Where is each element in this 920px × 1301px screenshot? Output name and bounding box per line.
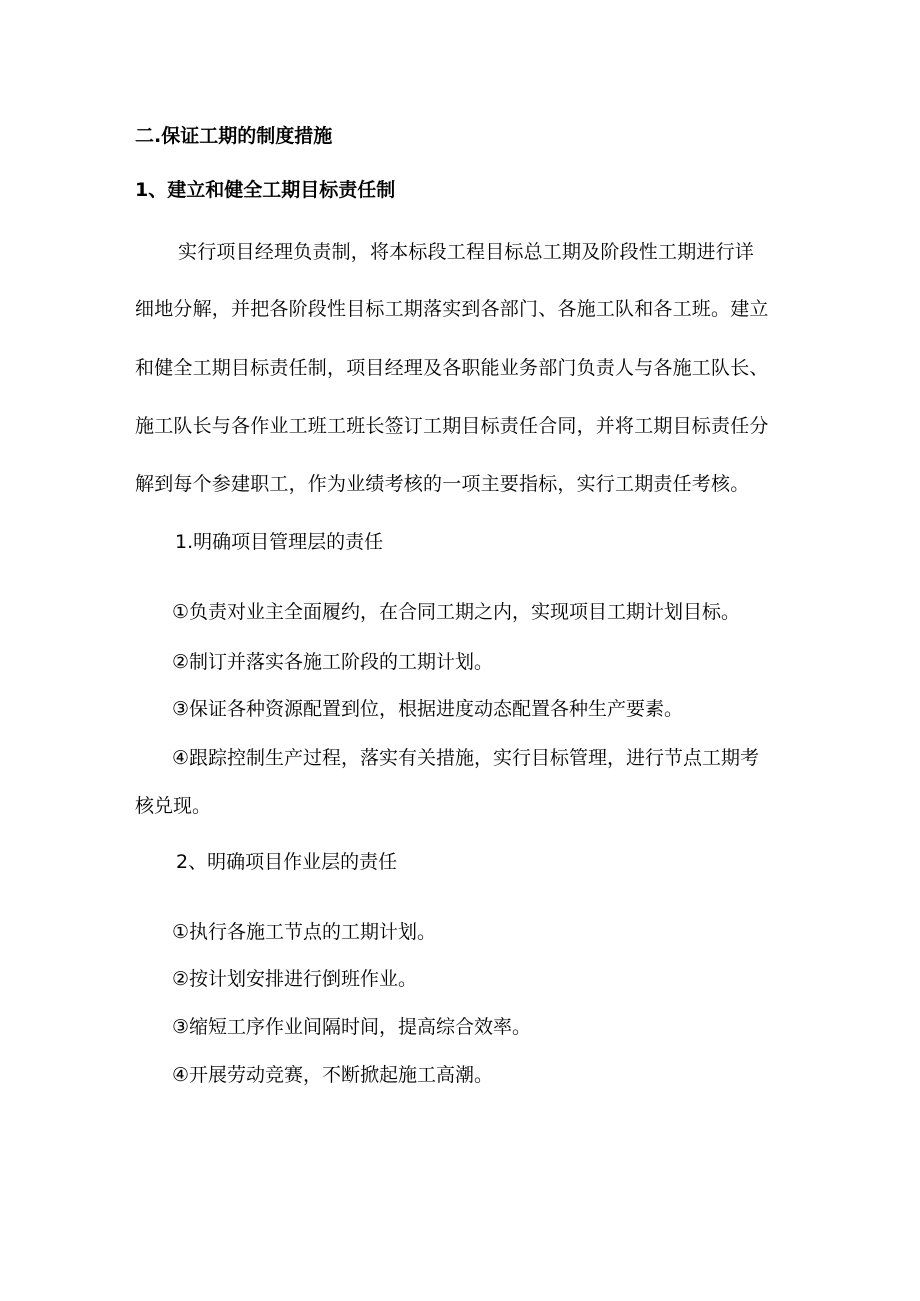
management-item: ②制订并落实各施工阶段的工期计划。 <box>172 651 494 673</box>
intro-paragraph-line: 细地分解，并把各阶段性目标工期落实到各部门、各施工队和各工班。建立 <box>135 298 769 320</box>
management-layer-heading: 1.明确项目管理层的责任 <box>175 531 384 553</box>
operation-item: ①执行各施工节点的工期计划。 <box>172 921 437 943</box>
intro-paragraph-line: 和健全工期目标责任制，项目经理及各职能业务部门负责人与各施工队长、 <box>135 357 769 379</box>
operation-layer-heading: 2、明确项目作业层的责任 <box>176 851 398 873</box>
management-item: ③保证各种资源配置到位，根据进度动态配置各种生产要素。 <box>172 698 684 720</box>
operation-item: ④开展劳动竞赛，不断掀起施工高潮。 <box>172 1064 494 1086</box>
intro-paragraph-line: 施工队长与各作业工班工班长签订工期目标责任合同，并将工期目标责任分 <box>135 415 769 437</box>
management-item-continuation: 核兑现。 <box>135 795 212 817</box>
operation-item: ③缩短工序作业间隔时间，提高综合效率。 <box>172 1016 532 1038</box>
intro-paragraph-line: 解到每个参建职工，作为业绩考核的一项主要指标，实行工期责任考核。 <box>135 473 750 495</box>
section-title: 二.保证工期的制度措施 <box>135 125 333 147</box>
management-item: ④跟踪控制生产过程，落实有关措施，实行目标管理，进行节点工期考 <box>172 747 760 769</box>
subsection-title: 1、建立和健全工期目标责任制 <box>135 179 396 201</box>
intro-paragraph-line: 实行项目经理负责制，将本标段工程目标总工期及阶段性工期进行详 <box>178 241 755 263</box>
operation-item: ②按计划安排进行倒班作业。 <box>172 968 418 990</box>
management-item: ①负责对业主全面履约，在合同工期之内，实现项目工期计划目标。 <box>172 601 741 623</box>
